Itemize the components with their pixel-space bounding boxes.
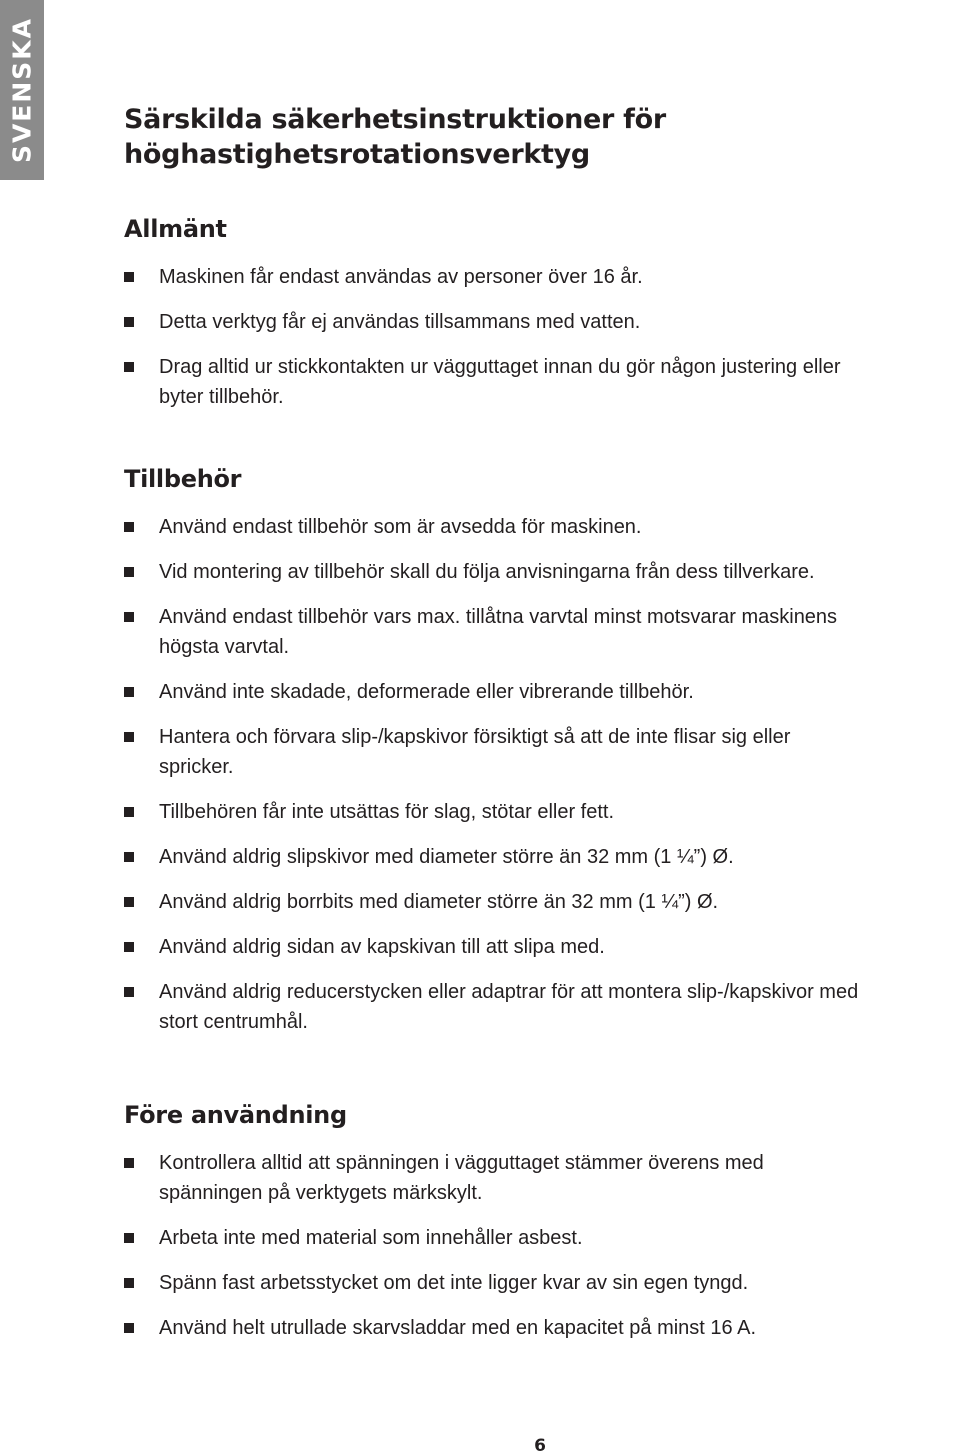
list-item: [124, 932, 960, 962]
list-item-text: Tillbehören får inte utsättas för slag, stötar eller fett.: [159, 801, 615, 823]
square-bullet-icon: [124, 612, 134, 622]
list-item: [124, 352, 960, 412]
list-item-text: Använd endast tillbehör som är avsedda för maskinen.: [159, 516, 642, 538]
list-item-text: Kontrollera alltid att spänningen i vägguttaget stämmer överens med spänningen på verktygets märkskylt.: [159, 1152, 764, 1204]
document-title: Särskilda säkerhetsinstruktioner för höghastighetsrotationsverktyg: [124, 104, 666, 170]
square-bullet-icon: [124, 852, 134, 862]
list-item-text: Spänn fast arbetsstycket om det inte ligger kvar av sin egen tyngd.: [159, 1272, 749, 1294]
list-item-text: Använd aldrig borrbits med diameter större än 32 mm (1 ¼”) Ø.: [159, 891, 719, 913]
square-bullet-icon: [124, 897, 134, 907]
square-bullet-icon: [124, 1158, 134, 1168]
list-item: [124, 1313, 960, 1343]
square-bullet-icon: [124, 522, 134, 532]
square-bullet-icon: [124, 807, 134, 817]
section-heading-before-use: Före användning: [124, 1101, 347, 1129]
language-tab-label: SVENSKA: [7, 16, 37, 164]
list-item: [124, 1148, 960, 1208]
list-item-text: Detta verktyg får ej användas tillsammans med vatten.: [159, 311, 641, 333]
bullet-list-general: [124, 262, 960, 412]
list-item-text: Använd aldrig reducerstycken eller adaptrar för att montera slip-/kapskivor med stort centrumhål.: [159, 981, 859, 1033]
list-item-text: Använd inte skadade, deformerade eller vibrerande tillbehör.: [159, 681, 694, 703]
square-bullet-icon: [124, 567, 134, 577]
list-item-text: Drag alltid ur stickkontakten ur vägguttaget innan du gör någon justering eller byter tillbehör.: [159, 356, 841, 408]
list-item: [124, 262, 960, 292]
list-item: [124, 887, 960, 917]
document-content: [124, 102, 960, 1394]
list-item-text: Använd aldrig sidan av kapskivan till att slipa med.: [159, 936, 605, 958]
square-bullet-icon: [124, 987, 134, 997]
list-item: [124, 842, 960, 872]
list-item-text: Använd endast tillbehör vars max. tillåtna varvtal minst motsvarar maskinens högsta varvtal.: [159, 606, 838, 658]
list-item: [124, 1223, 960, 1253]
square-bullet-icon: [124, 942, 134, 952]
list-item: [124, 512, 960, 542]
list-item: [124, 1268, 960, 1298]
page-number: 6: [534, 1436, 546, 1456]
square-bullet-icon: [124, 732, 134, 742]
section-general: [124, 213, 960, 412]
square-bullet-icon: [124, 1278, 134, 1288]
list-item: [124, 307, 960, 337]
bullet-list-before-use: [124, 1148, 960, 1343]
list-item: [124, 797, 960, 827]
square-bullet-icon: [124, 687, 134, 697]
section-before-use: [124, 1099, 960, 1343]
list-item: [124, 557, 960, 587]
list-item: [124, 602, 960, 662]
list-item-text: Vid montering av tillbehör skall du följa anvisningarna från dess tillverkare.: [159, 561, 815, 583]
square-bullet-icon: [124, 272, 134, 282]
list-item-text: Använd aldrig slipskivor med diameter större än 32 mm (1 ¼”) Ø.: [159, 846, 734, 868]
list-item-text: Maskinen får endast användas av personer över 16 år.: [159, 266, 643, 288]
language-tab: [0, 0, 44, 180]
section-heading-general: Allmänt: [124, 215, 227, 243]
list-item-text: Arbeta inte med material som innehåller asbest.: [159, 1227, 583, 1249]
section-heading-accessories: Tillbehör: [124, 465, 242, 493]
list-item: [124, 677, 960, 707]
square-bullet-icon: [124, 362, 134, 372]
bullet-list-accessories: [124, 512, 960, 1037]
section-accessories: [124, 463, 960, 1037]
square-bullet-icon: [124, 317, 134, 327]
list-item-text: Hantera och förvara slip-/kapskivor försiktigt så att de inte flisar sig eller spricker.: [159, 726, 791, 778]
list-item: [124, 977, 960, 1037]
list-item: [124, 722, 960, 782]
list-item-text: Använd helt utrullade skarvsladdar med en kapacitet på minst 16 A.: [159, 1317, 757, 1339]
square-bullet-icon: [124, 1323, 134, 1333]
square-bullet-icon: [124, 1233, 134, 1243]
